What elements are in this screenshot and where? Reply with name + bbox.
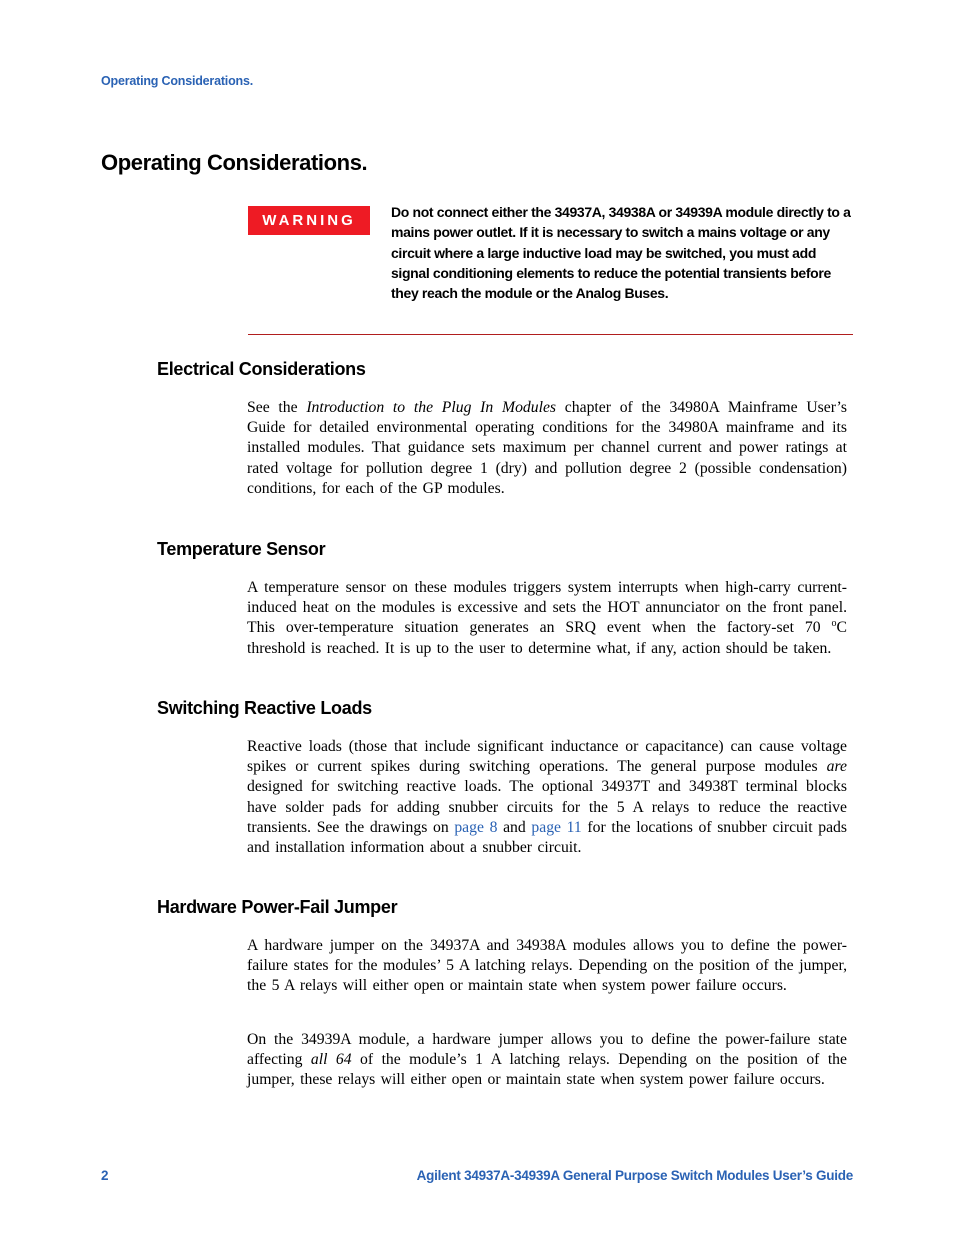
warning-badge: WARNING bbox=[248, 206, 370, 235]
section-heading-electrical: Electrical Considerations bbox=[157, 359, 366, 379]
section-heading-reactive: Switching Reactive Loads bbox=[157, 698, 372, 718]
warning-text: Do not connect either the 34937A, 34938A or 34939A module directly to a mains power outlet. If it is necessary to switch a mains voltage or any circuit where a large inductive load may be switched, you must add signal conditioning elements to reduce the potential transients before they reach the module or the Analog Buses. bbox=[391, 204, 851, 302]
page-title: Operating Considerations. bbox=[101, 150, 368, 175]
footer-document-title: Agilent 34937A-34939A General Purpose Switch Modules User’s Guide bbox=[416, 1168, 853, 1183]
footer-page-number: 2 bbox=[101, 1168, 109, 1183]
paragraph-temperature: A temperature sensor on these modules triggers system interrupts when high-carry current-induced heat on the modules is excessive and sets the HOT annunciator on the front panel. This over-temperature situation generates an SRQ event when the factory-set 70 $^o$C threshold is reached. It is up to the user to determine what, if any, action should be taken. bbox=[247, 579, 847, 657]
paragraph-electrical: See the Introduction to the Plug In Modules chapter of the 34980A Mainframe User’s Guide for detailed environmental operating conditions for the 34980A mainframe and its installed modules. That guidance sets maximum per channel current and power ratings at rated voltage for pollution degree 1 (dry) and pollution degree 2 (possible condensation) conditions, for each of the GP modules. bbox=[247, 399, 847, 497]
paragraph-powerfail-2: On the 34939A module, a hardware jumper allows you to define the power-failure state affecting all 64 of the module’s 1 A latching relays. Depending on the position of the jumper, these relays will either open or maintain state when system power failure occurs. bbox=[247, 1031, 847, 1089]
page-11-link[interactable]: page 11 bbox=[531, 818, 582, 836]
paragraph-powerfail-1: A hardware jumper on the 34937A and 34938A modules allows you to define the power-failure states for the modules’ 5 A latching relays. Depending on the position of the jumper, the 5 A relays will either open or maintain state when system power failure occurs. bbox=[247, 937, 847, 995]
running-header: Operating Considerations. bbox=[101, 74, 253, 88]
section-heading-powerfail: Hardware Power-Fail Jumper bbox=[157, 897, 398, 917]
page-8-link[interactable]: page 8 bbox=[454, 818, 498, 836]
paragraph-reactive: Reactive loads (those that include significant inductance or capacitance) can cause voltage spikes or current spikes during switching operations. The general purpose modules are designed for switching reactive loads. The optional 34937T and 34938T terminal blocks have solder pads for adding snubber circuits for the 5 A relays to reduce the reactive transients. See the drawings on page 8 and page 11 for the locations of snubber circuit pads and installation information about a snubber circuit. bbox=[247, 738, 848, 857]
section-heading-temperature: Temperature Sensor bbox=[157, 539, 326, 559]
warning-block bbox=[248, 200, 853, 335]
